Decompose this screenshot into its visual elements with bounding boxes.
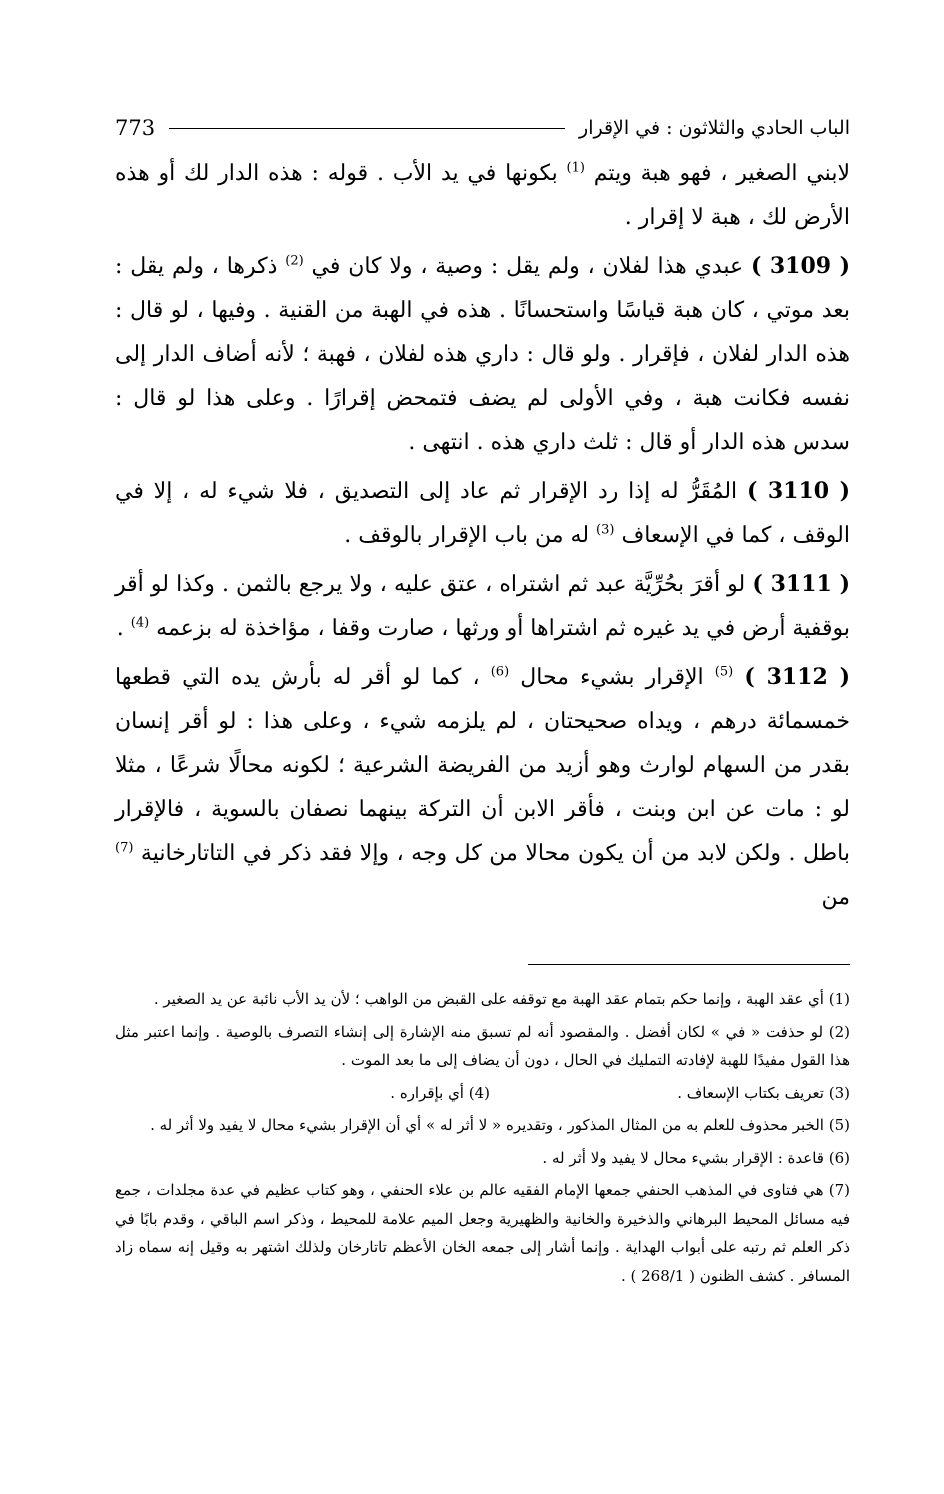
text-run: له من باب الإقرار بالوقف .: [344, 523, 597, 548]
text-run: من: [821, 885, 850, 910]
footnote-2: (2) لو حذفت « في » لكان أفضل . والمقصود أنه لم تسبق منه الإشارة إلى إنشاء التصرف بالوصية . وإنما اعتبر مثل هذا القول مفيدًا للهبة لإفادته التمليك في الحال ، دون أن يضاف إلى ما بعد الموت .: [115, 1022, 850, 1069]
footnote-ref: (4): [130, 615, 150, 631]
text-run: ذكرها ، ولم يقل : بعد موتي ، كان هبة قياسًا واستحسانًا . هذه في الهبة من القنية . وفيها ، لو قال : هذه الدار لفلان ، فإقرار . ولو قال : داري هذه لفلان ، فهبة ؛ لأنه أضاف الدار إلى نفسه فكانت هبة ، وفي الأولى لم يضف فتمحض إقرارًا . وعلى هذا لو قال : سدس هذه الدار أو قال : ثلث داري هذه . انتهى .: [115, 254, 851, 455]
book-page: [115, 108, 850, 1294]
chapter-title: الباب الحادي والثلاثون : في الإقرار: [579, 117, 850, 139]
text-run: لو أقرَ بحُرِّيَّة عبد ثم اشتراه ، عتق عليه ، ولا يرجع بالثمن . وكذا لو أقر بوقفية أرض في يد غيره ثم اشتراها أو ورثها ، صارت وقفا ، مؤاخذة له بزعمه: [115, 572, 850, 641]
footnotes: [115, 985, 850, 1290]
text-run: .: [116, 616, 131, 641]
text-run: الإقرار بشيء محال: [509, 665, 715, 690]
footnote-1: (1) أي عقد الهبة ، وإنما حكم بتمام عقد الهبة مع توقفه على القبض من الواهب ؛ لأن يد الأب نائبة عن يد الصغير .: [153, 990, 850, 1008]
footnote-6: (6) قاعدة : الإقرار بشيء محال لا يفيد ولا أثر له .: [542, 1148, 850, 1167]
text-run: [733, 665, 744, 690]
footnote-ref: (6): [490, 664, 510, 680]
footnote-ref: (2): [285, 253, 304, 269]
footnote-4: (4) أي بإقراره .: [390, 1083, 490, 1102]
paragraph-3111: [115, 562, 850, 651]
issue-number: ( 3112 ): [744, 664, 850, 690]
footnote-separator: [528, 964, 850, 965]
issue-number: ( 3110 ): [746, 478, 851, 504]
paragraph-3112: [115, 655, 850, 920]
footnote-separator-wrap: [115, 924, 850, 985]
running-header: [115, 108, 850, 148]
text-run: ، كما لو أقر له بأرش يده التي قطعها خمسمائة درهم ، ويداه صحيحتان ، لم يلزمه شيء ، وعلى هذا : لو أقر إنسان بقدر من السهام لوارث وهو أزيد من الفريضة الشرعية ؛ لكونه محالًا شرعًا ، مثلا لو : مات عن ابن وبنت ، فأقر الابن أن التركة بينهما نصفان بالسوية ، فالإقرار باطل . ولكن لابد من أن يكون محالا من كل وجه ، وإلا فقد ذكر في التاتارخانية: [115, 665, 850, 866]
issue-number: ( 3109 ): [750, 253, 850, 279]
footnote-3: (3) تعريف بكتاب الإسعاف .: [677, 1083, 850, 1102]
footnote-ref: (3): [596, 522, 615, 538]
footnote-5: (5) الخبر محذوف للعلم به من المثال المذكور ، وتقديره « لا أثر له » أي أن الإقرار بشيء محال لا يفيد ولا أثر له .: [150, 1116, 850, 1134]
footnote-row-3-4: [115, 1079, 850, 1108]
footnote-7: (7) هي فتاوى في المذهب الحنفي جمعها الإمام الفقيه عالم بن علاء الحنفي ، وهو كتاب عظيم في عدة مجلدات ، جمع فيه مسائل المحيط البرهاني والذخيرة والخانية والظهيرية وجعل الميم علامة للمحيط ، وذكر اسم الباقي ، وقدم بابًا في ذكر العلم ثم رتبه على أبواب الهداية . وإنما أشار إلى جمعه الخان الأعظم تاتارخان ولذلك اشتهر به وقيل إنه سماه زاد المسافر . كشف الظنون ( 268/1 ) .: [115, 1181, 850, 1285]
main-text: [115, 152, 850, 920]
header-rule: [169, 128, 565, 129]
paragraph-3109: [115, 244, 850, 465]
text-run: لابني الصغير ، فهو هبة ويتم: [584, 161, 850, 186]
paragraph-3110: [115, 469, 850, 558]
footnote-ref: (7): [115, 840, 134, 856]
text-run: بكونها في يد الأب . قوله : هذه الدار لك أو هذه الأرض لك ، هبة لا إقرار .: [115, 161, 850, 230]
footnote-ref: (1): [566, 160, 585, 176]
paragraph-continuation: [115, 152, 850, 240]
text-run: المُقَرُّ له إذا رد الإقرار ثم عاد إلى التصديق ، فلا شيء له ، إلا في الوقف ، كما في الإسعاف: [115, 479, 850, 548]
issue-number: ( 3111 ): [752, 571, 850, 597]
page-number: 773: [115, 116, 156, 140]
footnote-ref: (5): [714, 664, 734, 680]
text-run: عبدي هذا لفلان ، ولم يقل : وصية ، ولا كان في: [303, 254, 751, 279]
